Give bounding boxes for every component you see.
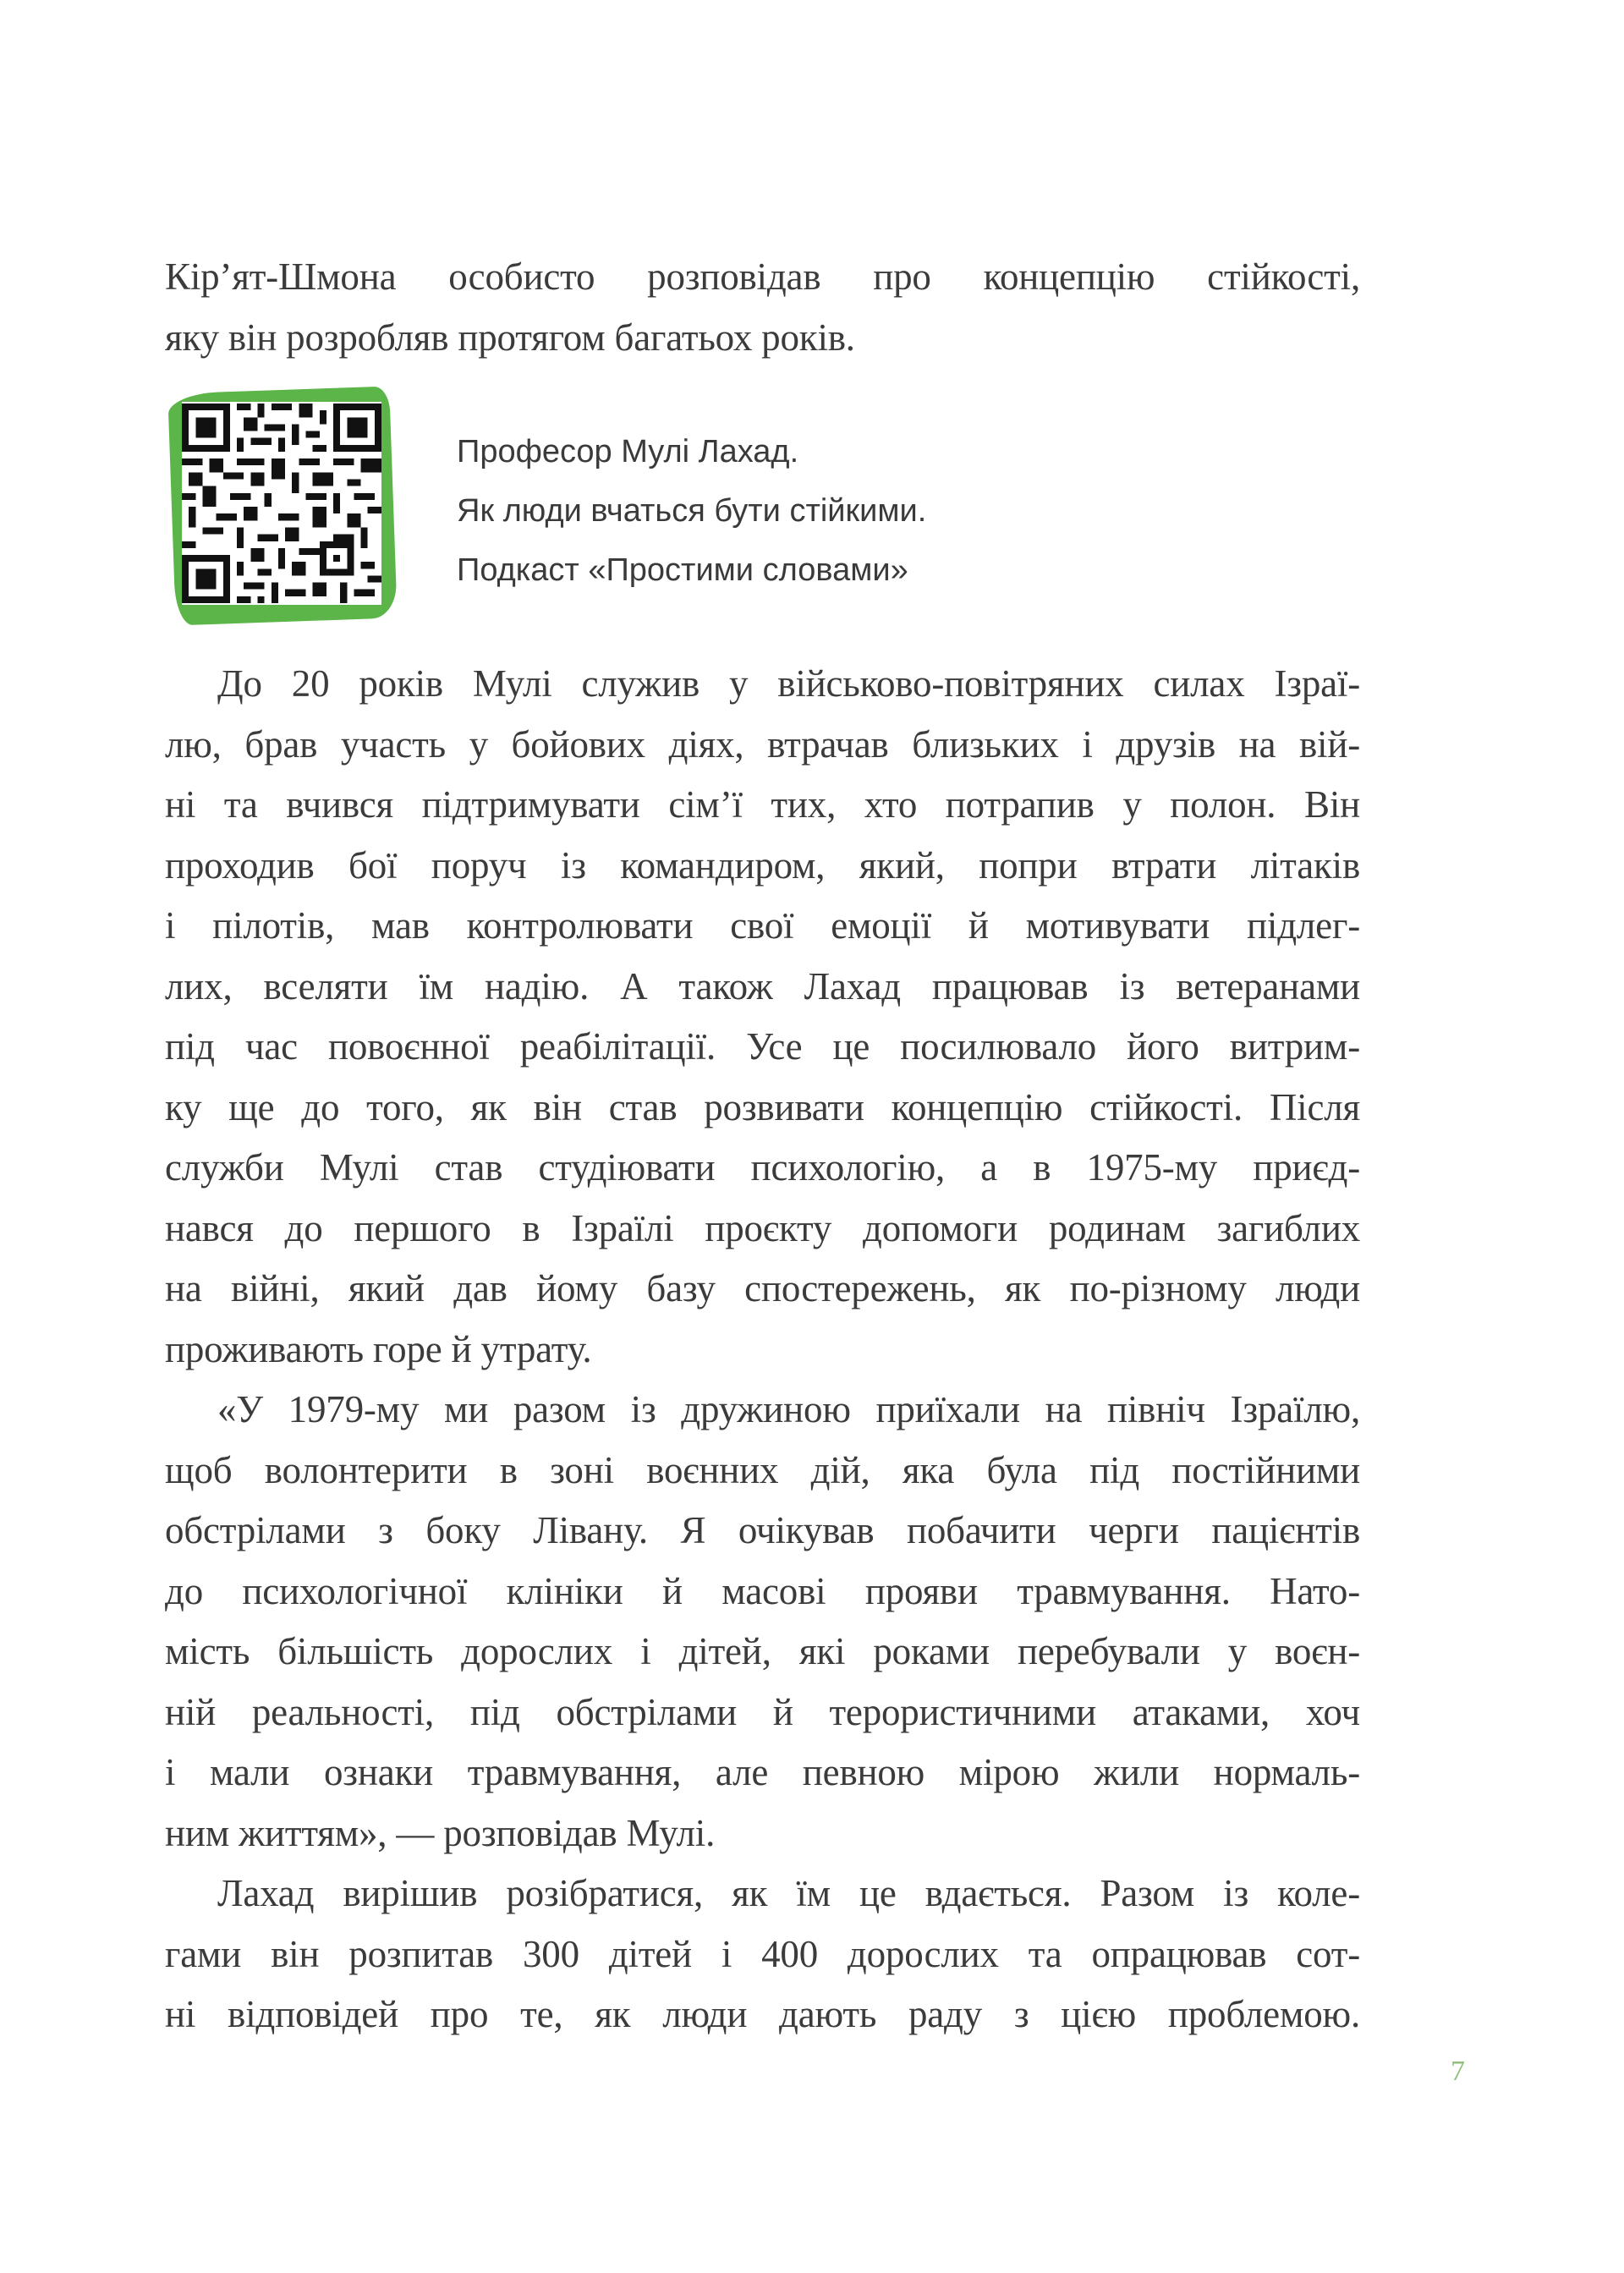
text-line: ні відповідей про те, як люди дають раду з цією проблемою.: [165, 1993, 1360, 2035]
paragraph-2-quote: [165, 1380, 1360, 1864]
text-line: проживають горе й утрату.: [165, 1327, 592, 1370]
paragraph-1: [165, 654, 1360, 1380]
text-line: яку він розробляв протягом багатьох років.: [165, 316, 855, 359]
text-line: до психологічної клініки й масові прояви травмування. Нато-: [165, 1569, 1360, 1612]
text-line: і мали ознаки травмування, але певною мірою жили нормаль-: [165, 1751, 1360, 1793]
paragraph-3: [165, 1864, 1360, 2045]
qr-caption-title: Як люди вчаться бути стійкими.: [457, 493, 927, 529]
intro-paragraph: [165, 247, 1360, 368]
text-line: «У 1979-му ми разом із дружиною приїхали на північ Ізраїлю,: [217, 1388, 1360, 1430]
book-page: [165, 247, 1360, 2045]
text-line: гами він розпитав 300 дітей і 400 дорослих та опрацював сот-: [165, 1932, 1360, 1975]
text-line: обстрілами з боку Лівану. Я очікував побачити черги пацієнтів: [165, 1509, 1360, 1551]
text-line: ні та вчився підтримувати сім’ї тих, хто потрапив у полон. Він: [165, 783, 1360, 826]
qr-caption-source: Подкаст «Простими словами»: [457, 552, 908, 588]
qr-caption: [457, 422, 926, 600]
text-line: ній реальності, під обстрілами й терористичними атаками, хоч: [165, 1690, 1360, 1733]
text-line: ку ще до того, як він став розвивати концепцію стійкості. Після: [165, 1085, 1360, 1128]
qr-reference-block: [165, 393, 1360, 630]
text-line: лю, брав участь у бойових діях, втрачав близьких і друзів на вій-: [165, 722, 1360, 766]
text-line: До 20 років Мулі служив у військово-повітряних силах Ізраї-: [217, 662, 1360, 705]
text-line: лих, вселяти їм надію. А також Лахад працював із ветеранами: [165, 964, 1360, 1007]
text-line: нався до першого в Ізраїлі проєкту допомоги родинам загиблих: [165, 1206, 1360, 1249]
page-number: 7: [1451, 2056, 1465, 2087]
qr-caption-author: Професор Мулі Лахад.: [457, 434, 799, 469]
text-line: проходив бої поруч із командиром, який, попри втрати літаків: [165, 843, 1360, 887]
text-line: служби Мулі став студіювати психологію, а в 1975-му приєд-: [165, 1146, 1360, 1189]
qr-code-icon[interactable]: [182, 402, 381, 605]
text-line: мість більшість дорослих і дітей, які роками перебували у воєн-: [165, 1630, 1360, 1672]
text-line: Лахад вирішив розібратися, як їм це вдається. Разом із коле-: [217, 1872, 1360, 1914]
text-line: Кір’ят-Шмона особисто розповідав про концепцію стійкості,: [165, 255, 1360, 298]
text-line: щоб волонтерити в зоні воєнних дій, яка була під постійними: [165, 1448, 1360, 1491]
text-line: і пілотів, мав контролювати свої емоції й мотивувати підлег-: [165, 904, 1360, 947]
text-line: під час повоєнної реабілітації. Усе це посилювало його витрим-: [165, 1025, 1360, 1068]
text-line: на війні, який дав йому базу спостережень, як по-різному люди: [165, 1267, 1360, 1309]
text-line: ним життям», — розповідав Мулі.: [165, 1811, 716, 1854]
